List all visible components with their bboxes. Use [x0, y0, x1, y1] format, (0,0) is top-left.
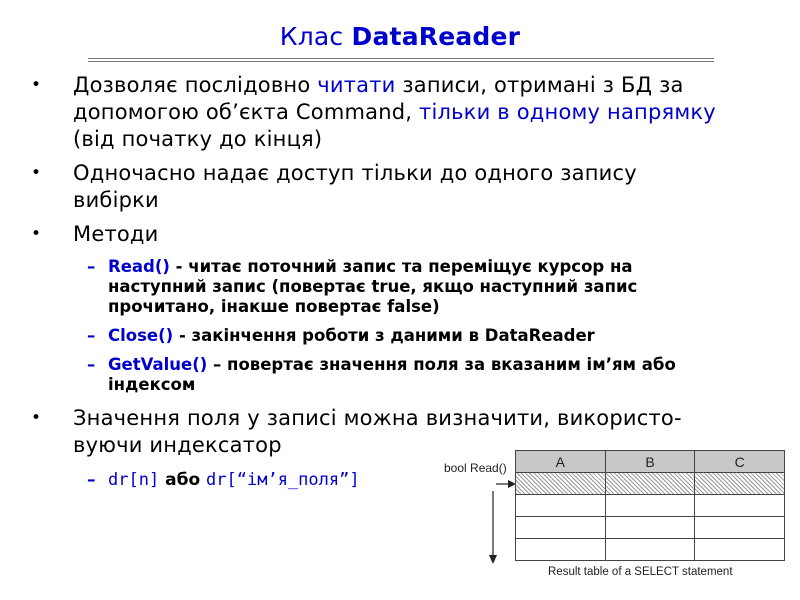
title-class-name: DataReader: [351, 22, 521, 51]
column-header: A: [516, 451, 606, 473]
bullet-text: Значення поля у записі можна визначити, використо-вуючи индексатор: [73, 406, 682, 457]
read-method-label: bool Read(): [444, 461, 507, 475]
method-getvalue: [87, 355, 698, 395]
indexer-by-name: dr[“ім’я_поля”]: [206, 470, 360, 490]
table-row: [516, 495, 785, 517]
title-divider: [88, 58, 714, 62]
dash-icon: –: [87, 326, 96, 345]
table-row: [516, 517, 785, 539]
bullet-text: Дозволяє послідовно: [73, 73, 318, 97]
table-row-current: [516, 473, 785, 495]
table-header-row: [516, 451, 785, 473]
bullet-dot-icon: •: [31, 75, 42, 95]
bullet-text: записи, отримані з БД за допомогою об’єкта Command,: [73, 73, 684, 124]
bullet-dot-icon: •: [31, 224, 42, 244]
indexer-or: або: [159, 470, 207, 490]
method-desc: - читає поточний запис та переміщує курсор на наступний запис (повертає true, якщо наступний запис прочитано, інакше повертає false): [108, 257, 638, 316]
bullet-methods: [31, 221, 748, 248]
bullet-text: (від початку до кінця): [73, 127, 323, 151]
indexer-by-number: dr[n]: [108, 470, 160, 490]
method-desc: – повертає значення поля за вказаним ім’ям або індексом: [108, 355, 676, 394]
table-caption: Result table of a SELECT statement: [548, 566, 733, 578]
method-name: GetValue(): [108, 355, 208, 374]
title-prefix: Клас: [279, 22, 344, 51]
method-read: [87, 257, 678, 317]
column-header: C: [695, 451, 785, 473]
result-table: [515, 450, 785, 561]
slide-title: [0, 22, 800, 51]
method-name: Close(): [108, 326, 174, 345]
highlight-read: читати: [317, 73, 396, 97]
bullet-text: Методи: [73, 222, 159, 246]
highlight-one-direction: тільки в одному напрямку: [419, 100, 716, 124]
bullet-text: Одночасно надає доступ тільки до одного запису вибірки: [73, 161, 637, 212]
bullet-dot-icon: •: [31, 163, 42, 183]
column-header: B: [605, 451, 695, 473]
dash-icon: –: [87, 470, 96, 490]
method-desc: - закінчення роботи з даними в DataReader: [173, 326, 595, 345]
bullet-single-record: [31, 160, 693, 214]
bullet-sequential-read: [31, 72, 748, 153]
table-row: [516, 539, 785, 561]
result-table-diagram: [440, 447, 785, 587]
direction-arrow-head: [489, 555, 497, 564]
method-close: [87, 326, 698, 346]
method-name: Read(): [108, 257, 170, 276]
bullet-dot-icon: •: [31, 408, 42, 428]
dash-icon: –: [87, 257, 96, 276]
dash-icon: –: [87, 355, 96, 374]
